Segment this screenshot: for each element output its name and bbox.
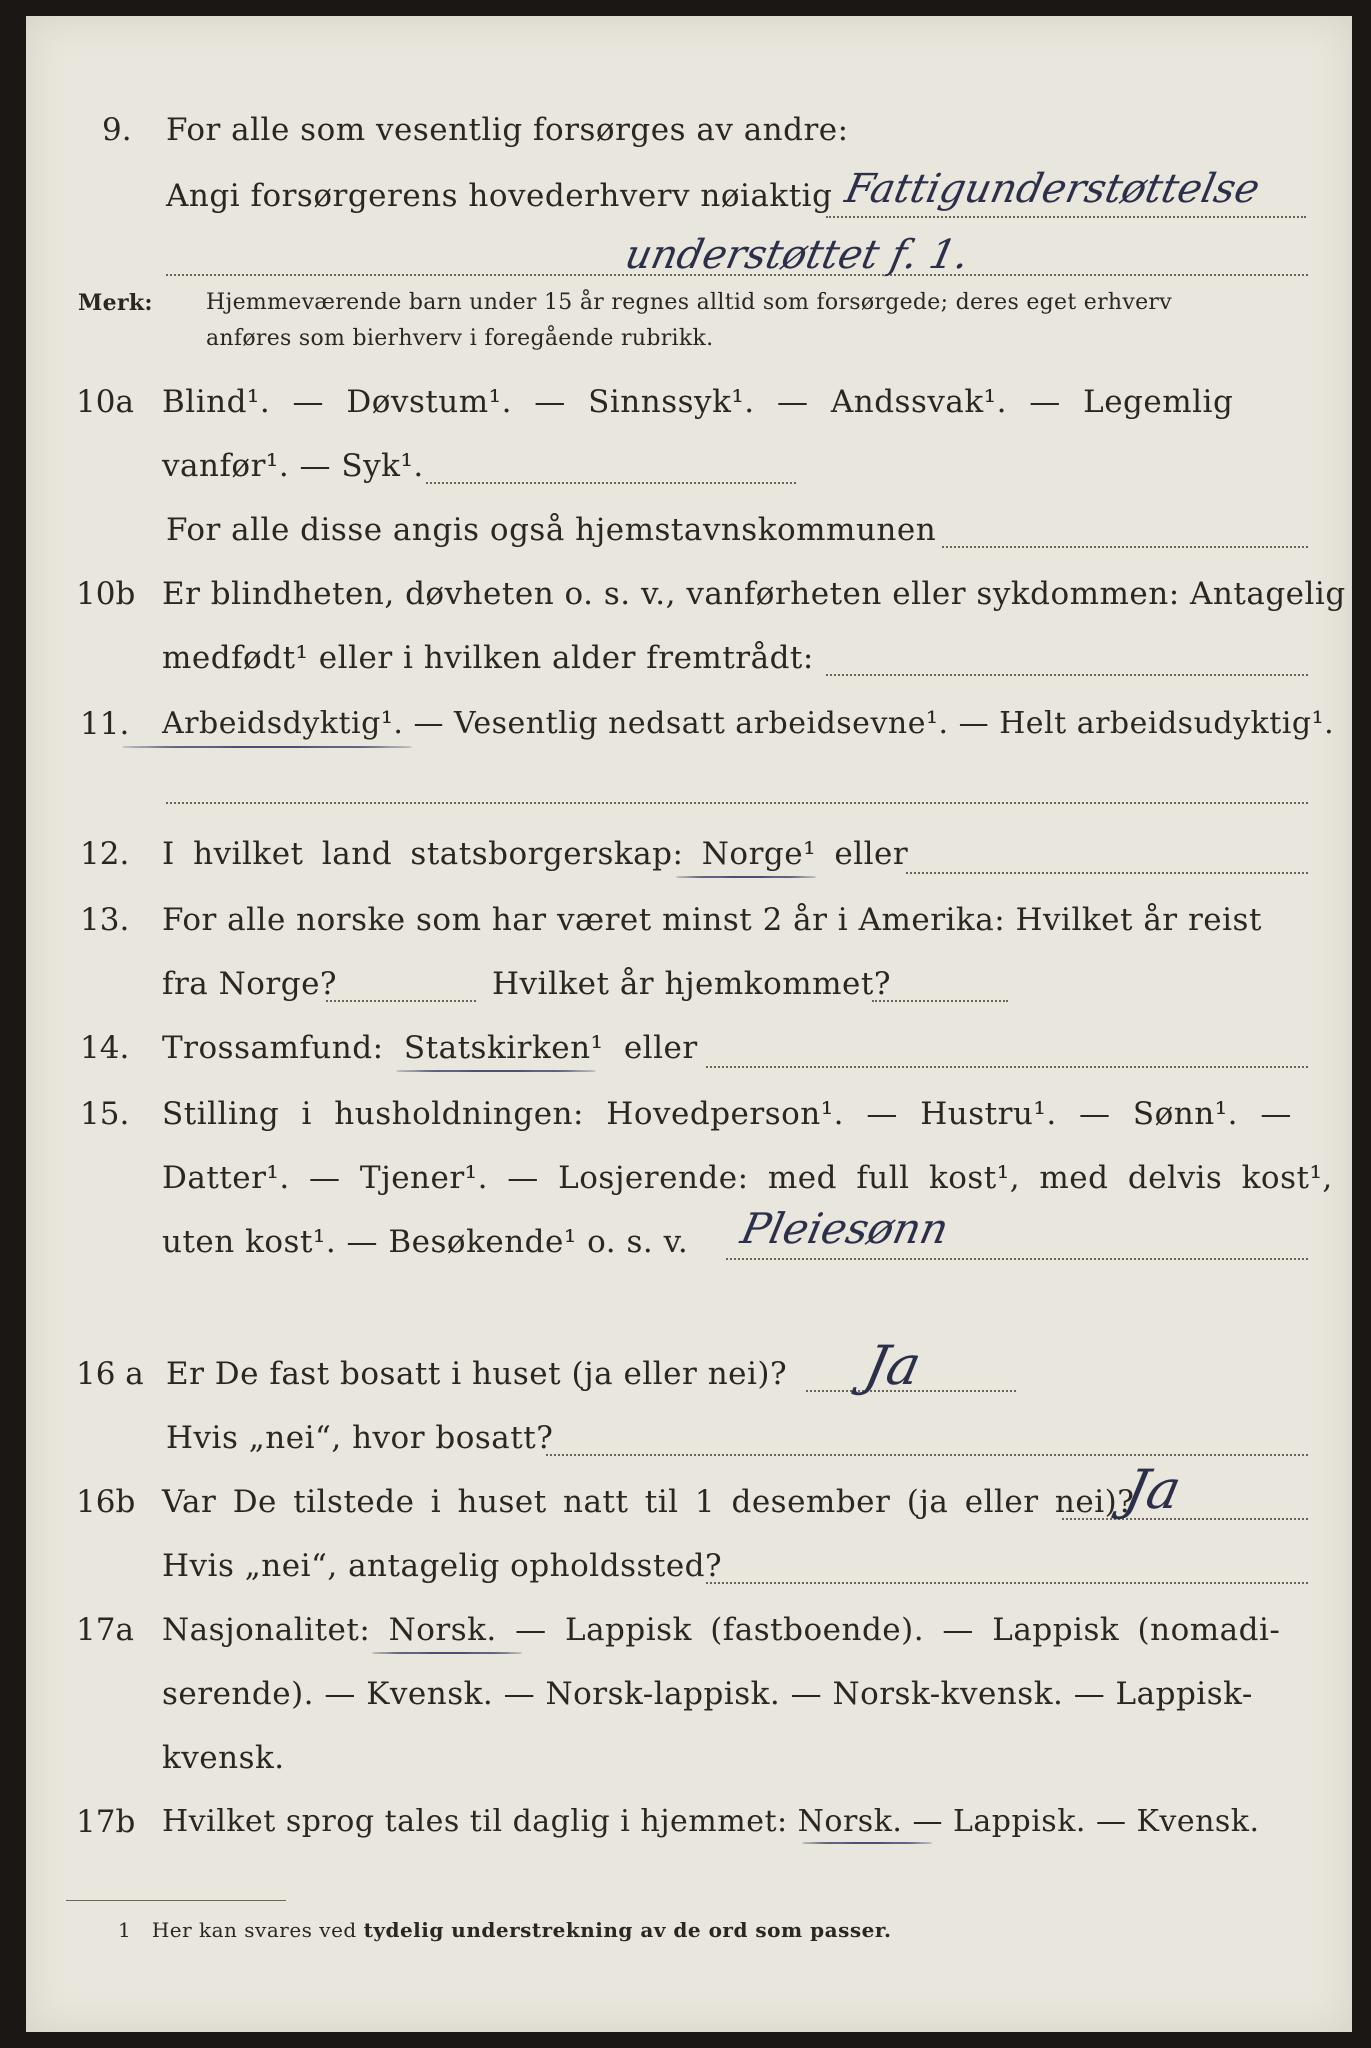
q16b-answer-line [1062,1518,1308,1520]
merk-line2: anføres som bierhverv i foregående rubrikk. [206,326,714,351]
q13-line2a: fra Norge? [162,966,338,1002]
footnote-separator [66,1900,286,1901]
q16a-line1: Er De fast bosatt i huset (ja eller nei)? [166,1356,788,1392]
q17a-line3: kvensk. [162,1740,285,1776]
q16b-number: 16b [76,1484,136,1520]
q10a-number: 10a [76,384,134,420]
q13-line2b: Hvilket år hjemkommet? [492,966,891,1002]
q15-line3: uten kost¹. — Besøkende¹ o. s. v. [162,1224,689,1260]
q17a-number: 17a [76,1612,134,1648]
q11-answer-line [166,802,1308,804]
q16a-line2: Hvis „nei“, hvor bosatt? [166,1420,554,1456]
q13-hjemkommet-answer-line [872,1000,1008,1002]
q16a-bosatt-answer-line [546,1454,1308,1456]
q17b-number: 17b [76,1804,136,1840]
q16a-number: 16 a [76,1356,144,1392]
q15-number: 15. [80,1096,130,1132]
footnote-text: Her kan svares ved [151,1918,357,1942]
merk-label: Merk: [78,290,153,316]
q12-line1: I hvilket land statsborgerskap: Norge¹ eller [162,836,909,872]
census-form-page [26,16,1352,2032]
q9-answer-line1 [826,216,1306,218]
q9-handwritten-answer1: Fattigunderstøttelse [841,166,1264,212]
q10a-line1: Blind¹. — Døvstum¹. — Sinnssyk¹. — Andssvak¹. — Legemlig [162,384,1234,420]
merk-line1: Hjemmeværende barn under 15 år regnes alltid som forsørgede; deres eget erhverv [206,290,1172,315]
q14-answer-underline [396,1070,596,1072]
q11-number: 11. [80,706,130,742]
q12-number: 12. [80,836,130,872]
q10a-line3: For alle disse angis også hjemstavnskommunen [166,512,937,548]
q10b-line2: medfødt¹ eller i hvilken alder fremtrådt: [162,640,814,676]
q16b-handwritten-answer: Ja [1119,1458,1187,1521]
footnote [118,1918,892,1942]
q15-line2: Datter¹. — Tjener¹. — Losjerende: med full kost¹, med delvis kost¹, [162,1160,1333,1196]
q14-line1: Trossamfund: Statskirken¹ eller [162,1030,698,1066]
q11-line1: Arbeidsdyktig¹. — Vesentlig nedsatt arbeidsevne¹. — Helt arbeidsudyktig¹. [162,706,1335,741]
q10b-line1: Er blindheten, døvheten o. s. v., vanførheten eller sykdommen: Antagelig [162,576,1346,612]
q10a-answer-line1 [426,482,796,484]
q11-answer-underline [122,746,412,748]
q15-answer-line [726,1258,1308,1260]
q16a-handwritten-answer: Ja [859,1334,927,1397]
q12-answer-line [906,872,1308,874]
q16b-opholdssted-answer-line [706,1582,1308,1584]
q14-answer-line [706,1066,1308,1068]
q10b-answer-line [826,674,1308,676]
q14-number: 14. [80,1030,130,1066]
q17b-line1: Hvilket sprog tales til daglig i hjemmet: Norsk. — Lappisk. — Kvensk. [162,1804,1260,1839]
q9-line2: Angi forsørgerens hovederhverv nøiaktig [166,178,833,214]
q13-line1: For alle norske som har været minst 2 år i Amerika: Hvilket år reist [162,902,1262,938]
footnote-bold-text: tydelig understrekning av de ord som passer. [363,1918,892,1942]
q17a-line2: serende). — Kvensk. — Norsk-lappisk. — Norsk-kvensk. — Lappisk- [162,1676,1253,1712]
q12-answer-underline [676,876,816,878]
q15-handwritten-answer: Pleiesønn [736,1204,953,1253]
q13-number: 13. [80,902,130,938]
q17a-line1: Nasjonalitet: Norsk. — Lappisk (fastboende). — Lappisk (nomadi- [162,1612,1281,1648]
q10a-line2: vanfør¹. — Syk¹. [162,448,424,484]
q10a-answer-line2 [942,546,1308,548]
footnote-mark: 1 [118,1918,132,1942]
q15-line1: Stilling i husholdningen: Hovedperson¹. — Hustru¹. — Sønn¹. — [162,1096,1292,1132]
q13-reist-answer-line [326,1000,476,1002]
q9-number: 9. [102,112,132,148]
q9-handwritten-answer2: understøttet f. 1. [621,232,974,278]
q17a-answer-underline [372,1652,522,1654]
q16b-line2: Hvis „nei“, antagelig opholdssted? [162,1548,723,1584]
q9-line1: For alle som vesentlig forsørges av andre: [166,112,849,148]
q17b-answer-underline [802,1842,932,1844]
q16b-line1: Var De tilstede i huset natt til 1 desember (ja eller nei)? [162,1484,1135,1520]
q10b-number: 10b [76,576,136,612]
